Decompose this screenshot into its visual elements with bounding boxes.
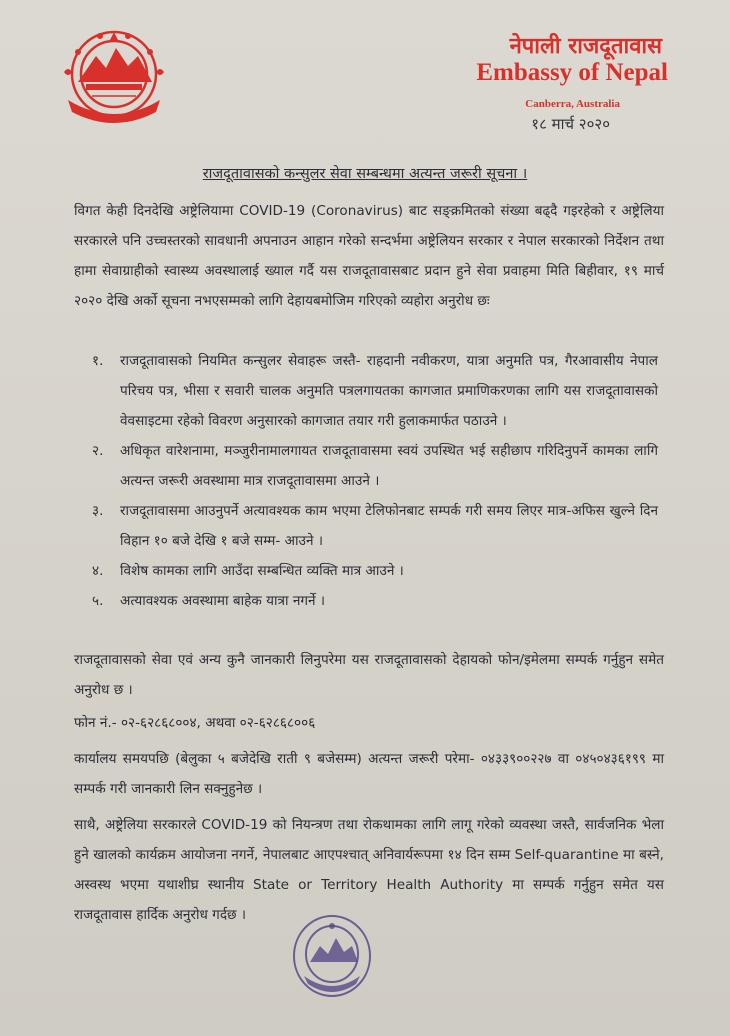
list-item: [92, 436, 658, 496]
intro-paragraph: विगत केही दिनदेखि अष्ट्रेलियामा COVID-19 (Coronavirus) बाट सङ्क्रमितको संख्या बढ्दै गइरहेको र अष्ट्रेलिया सरकारले पनि उच्चस्तरको सावधानी अपनाउन आहान गरेको सन्दर्भमा अष्ट्रेलियन सरकार र नेपाल सरकारको निर्देशन तथा हामा सेवाग्राहीको स्वास्थ्य अवस्थालाई ख्याल गर्दै यस राजदूतावासबाट प्रदान हुने सेवा प्रवाहमा मिति बिहीवार, १९ मार्च २०२० देखि अर्को सूचना नभएसम्मको लागि देहायबमोजिम गरिएको व्यहोरा अनुरोध छः: [74, 203, 664, 309]
list-item-number: २.: [92, 443, 104, 459]
letter-date: १८ मार्च २०२०: [531, 115, 610, 134]
list-item-number: ५.: [92, 593, 104, 609]
list-item: [92, 586, 658, 616]
phone-numbers: फोन नं.- ०२-६२८६८००४, अथवा ०२-६२८६८००६: [74, 715, 316, 731]
list-item-number: ३.: [92, 503, 104, 519]
after-hours-paragraph: कार्यालय समयपछि (बेलुका ५ बजेदेखि राती ९ बजेसम्म) अत्यन्त जरूरी परेमा- ०४३३९००२२७ वा ०४५०४३६१९९ मा सम्पर्क गरी जानकारी लिन सक्नुहुनेछ ।: [74, 751, 664, 797]
closing-paragraph: साथै, अष्ट्रेलिया सरकारले COVID-19 को नियन्त्रण तथा रोकथामका लागि लागू गरेको व्यवस्था जस्तै, सार्वजनिक भेला हुने खालको कार्यक्रम आयोजना नगर्ने, नेपालबाट आएपश्चात् अनिवार्यरूपमा १४ दिन सम्म Self-quarantine मा बस्ने, अस्वस्थ भएमा यथाशीघ्र स्थानीय State or Territory Health Authority मा सम्पर्क गर्नुहुन समेत यस राजदूतावास हार्दिक अनुरोध गर्दछ ।: [74, 817, 664, 923]
notice-subject: राजदूतावासको कन्सुलर सेवा सम्बन्धमा अत्यन्त जरूरी सूचना ।: [202, 166, 528, 182]
list-item-text: राजदूतावासमा आउनुपर्ने अत्यावश्यक काम भएमा टेलिफोनबाट सम्पर्क गरी समय लिएर मात्र-अफिस खुल्ने दिन विहान १० बजे देखि १ बजे सम्म- आउने ।: [120, 503, 658, 549]
contact-note-paragraph: राजदूतावासको सेवा एवं अन्य कुनै जानकारी लिनुपरेमा यस राजदूतावासको देहायको फोन/इमेलमा सम्पर्क गर्नुहुन समेत अनुरोध छ ।: [74, 652, 664, 698]
list-item-text: विशेष कामका लागि आउँदा सम्बन्धित व्यक्ति मात्र आउने ।: [120, 563, 404, 579]
list-item: [92, 496, 658, 556]
letterhead: [476, 34, 668, 134]
list-item-number: ४.: [92, 563, 104, 579]
instruction-list: [92, 346, 658, 616]
list-item-text: अधिकृत वारेशनामा, मञ्जुरीनामालगायत राजदूतावासमा स्वयं उपस्थित भई सहीछाप गरिदिनुपर्ने कामका लागि अत्यन्त जरूरी अवस्थामा मात्र राजदूतावासमा आउने ।: [120, 443, 658, 489]
nepal-emblem-icon: [58, 22, 170, 130]
embassy-name-nepali: नेपाली राजदूतावास: [509, 33, 662, 59]
embassy-stamp-icon: [290, 912, 374, 1012]
list-item: [92, 346, 658, 436]
list-item-text: राजदूतावासको नियमित कन्सुलर सेवाहरू जस्तै- राहदानी नवीकरण, यात्रा अनुमति पत्र, गैरआवासीय नेपाल परिचय पत्र, भीसा र सवारी चालक अनुमति पत्रलगायतका कागजात प्रमाणिकरणका लागि यस राजदूतावासको वेवसाइटमा रहेको विवरण अनुसारको कागजात तयार गरी हुलाकमार्फत पठाउने ।: [120, 353, 658, 429]
list-item-text: अत्यावश्यक अवस्थामा बाहेक यात्रा नगर्ने ।: [120, 593, 326, 609]
list-item-number: १.: [92, 353, 104, 369]
embassy-name-english: Embassy of Nepal: [476, 59, 668, 87]
list-item: [92, 556, 658, 586]
embassy-location: Canberra, Australia: [525, 98, 620, 111]
